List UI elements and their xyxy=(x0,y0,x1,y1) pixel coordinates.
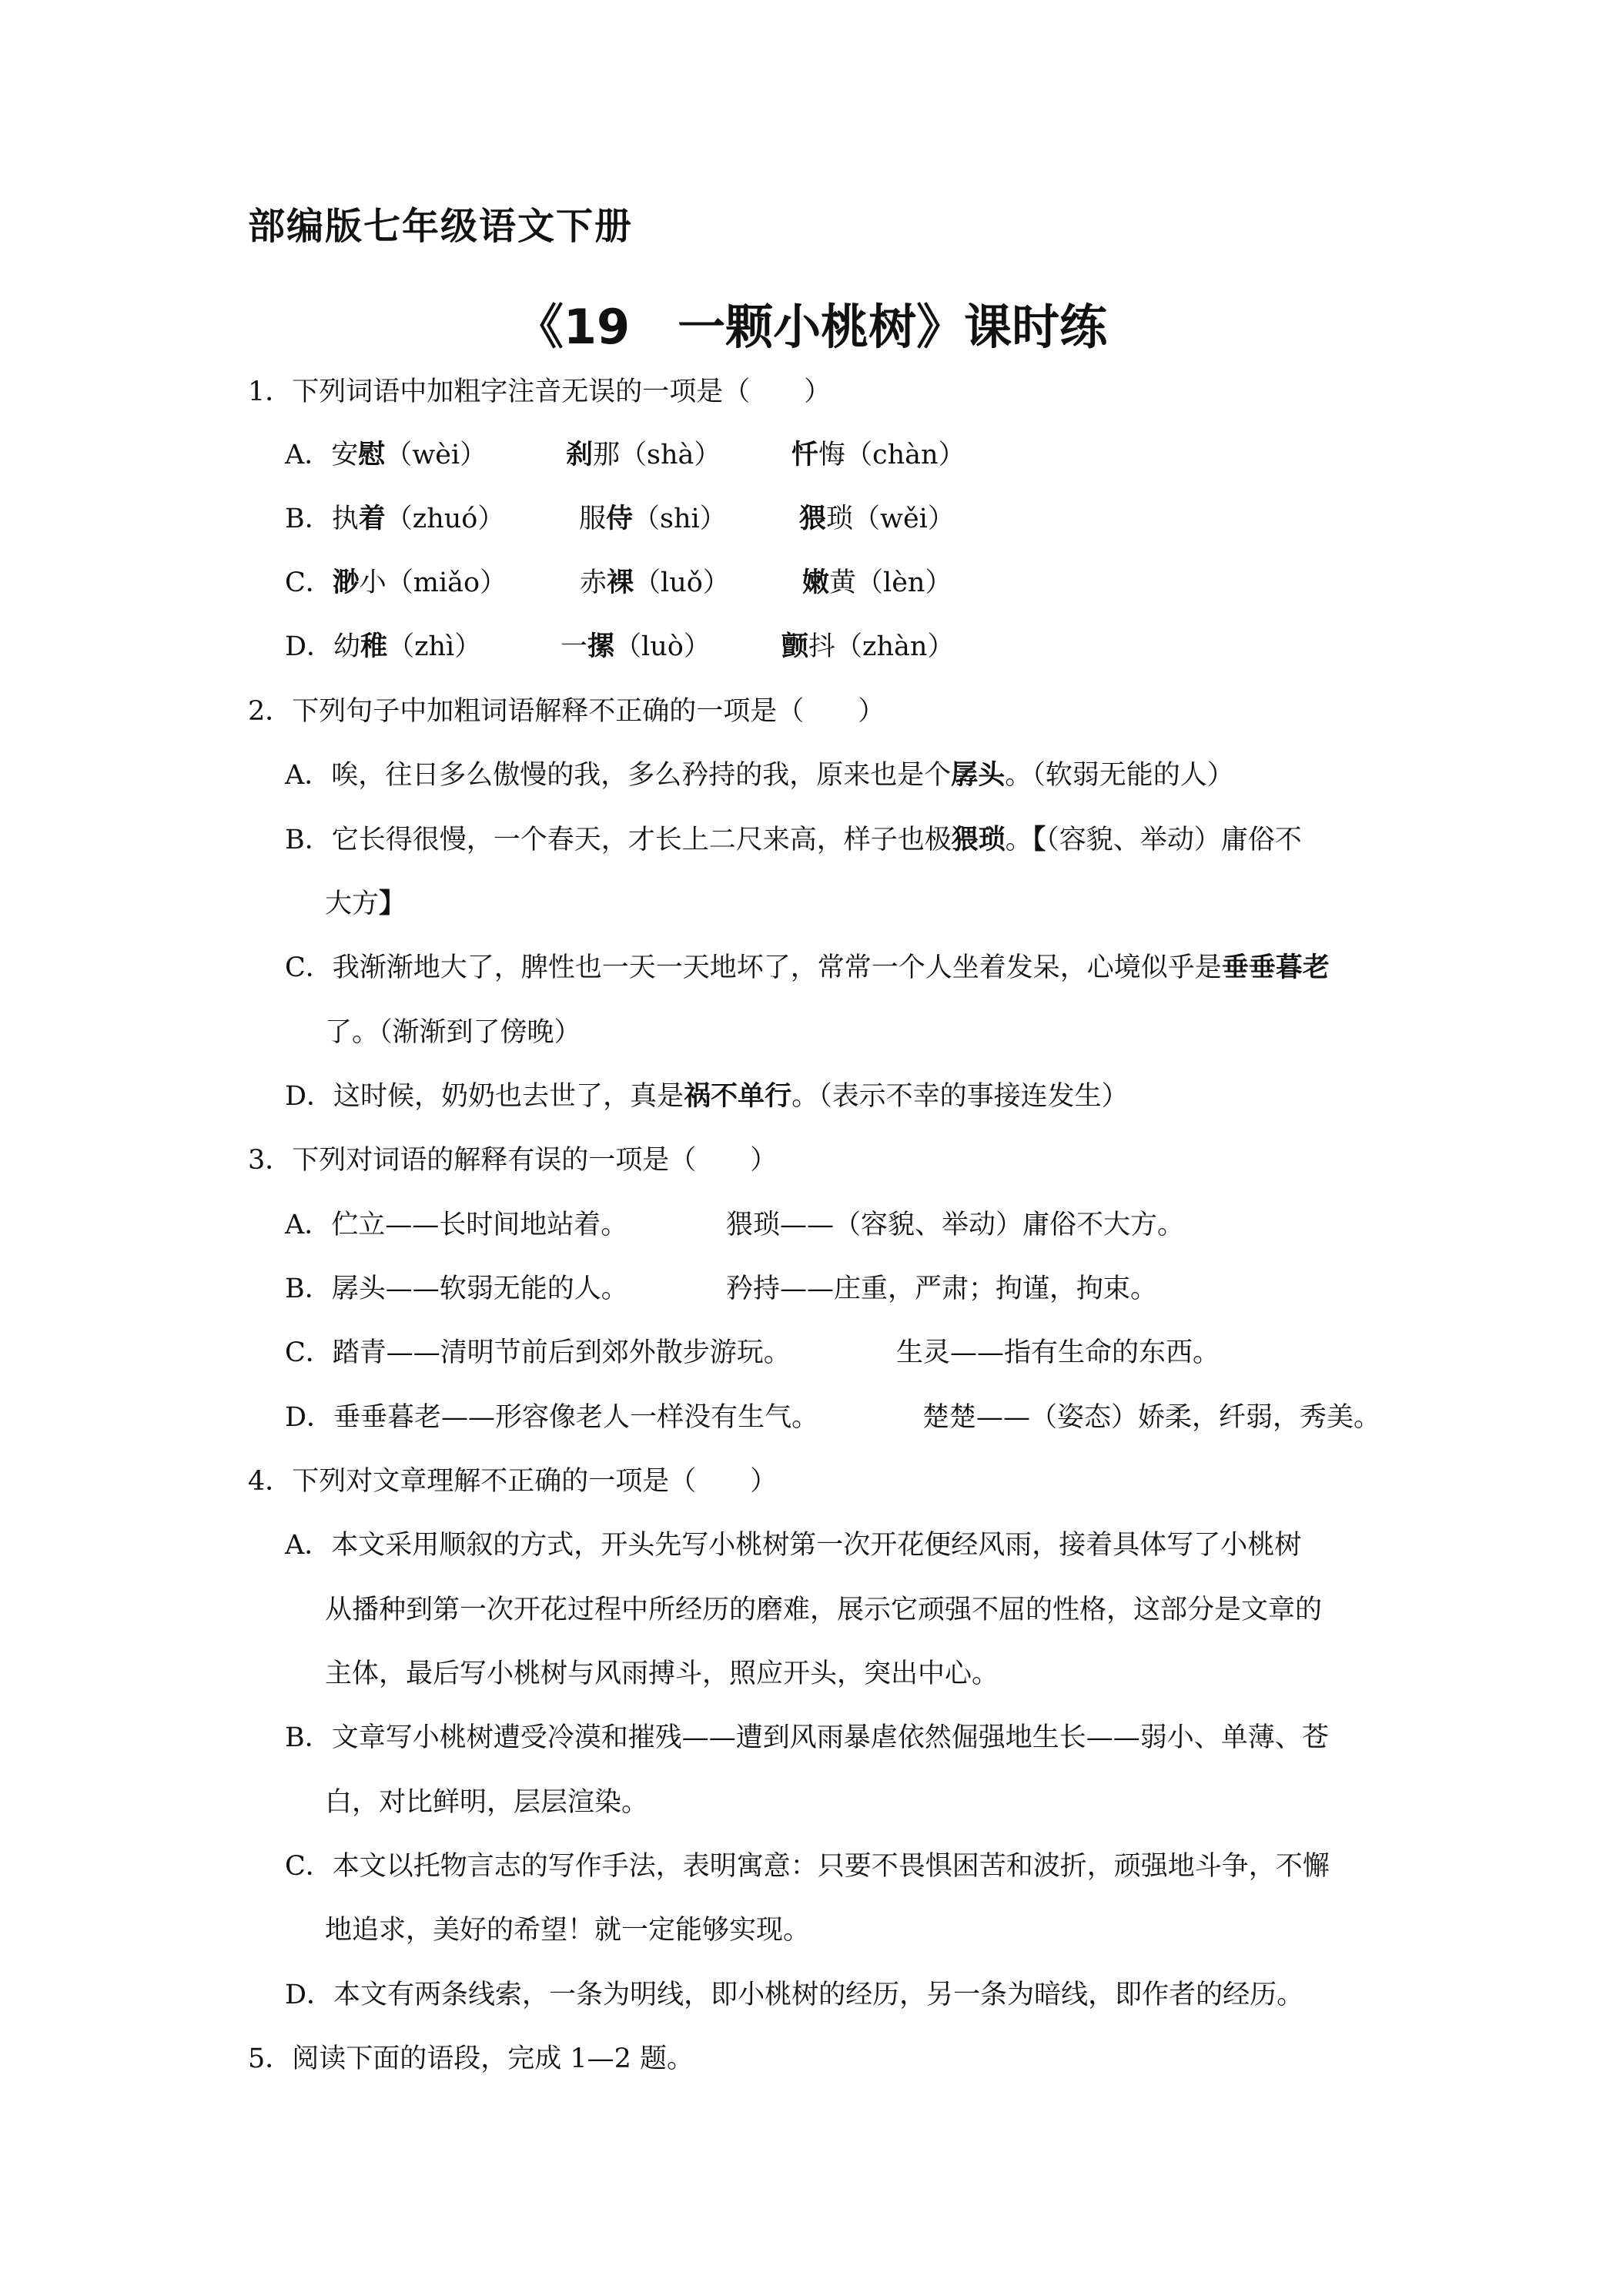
text: 抖（zhàn） xyxy=(808,631,955,662)
bold-char: 稚 xyxy=(360,631,388,662)
text: 白，对比鲜明，层层渲染。 xyxy=(325,1787,649,1818)
text: （zhuó） xyxy=(385,504,505,534)
question-5-stem: 5．阅读下面的语段，完成 1—2 题。 xyxy=(248,2043,694,2074)
text: （容貌、举动）庸俗不 xyxy=(1046,825,1302,855)
text: B．它长得很慢，一个春天，才长上二尺来高，样子也极 xyxy=(285,825,952,855)
text: 琐（wěi） xyxy=(826,504,955,534)
bold-char: 刹 xyxy=(566,440,594,470)
question-2-stem: 2．下列句子中加粗词语解释不正确的一项是（ ） xyxy=(248,696,885,727)
question-1-stem: 1．下列词语中加粗字注音无误的一项是（ ） xyxy=(248,377,832,407)
text: A．安 xyxy=(285,440,359,470)
text: 一 xyxy=(561,631,588,662)
bold-term: 祸不单行 xyxy=(684,1081,792,1112)
text: 大方 xyxy=(325,889,380,919)
bold-char: 渺 xyxy=(332,567,360,598)
question-3-stem: 3．下列对词语的解释有误的一项是（ ） xyxy=(248,1145,778,1176)
text: （zhì） xyxy=(387,631,482,662)
text: 了。（渐渐到了傍晚） xyxy=(325,1017,581,1048)
text: B．文章写小桃树遭受冷漠和摧残——遭到风雨暴虐依然倔强地生长——弱小、单薄、苍 xyxy=(285,1722,1329,1753)
page-subtitle: 部编版七年级语文下册 xyxy=(248,205,634,248)
text: 。（软弱无能的人） xyxy=(1005,760,1234,791)
text: D．幼 xyxy=(285,631,361,662)
bold-char: 着 xyxy=(358,504,386,534)
page-title: 《19 一颗小桃树》课时练 xyxy=(515,299,1108,355)
text: 悔（chàn） xyxy=(818,440,965,470)
bold-term: 孱头 xyxy=(951,760,1006,791)
text: （shi） xyxy=(633,504,727,534)
text: 地追求，美好的希望！就一定能够实现。 xyxy=(325,1915,811,1946)
text: C． xyxy=(285,567,333,598)
bold-char: 忏 xyxy=(791,440,819,470)
text: （wèi） xyxy=(385,440,487,470)
text: 那（shà） xyxy=(593,440,721,470)
text: 。（表示不幸的事接连发生） xyxy=(791,1081,1129,1112)
text: 生灵——指有生命的东西。 xyxy=(896,1337,1220,1368)
text: D．垂垂暮老——形容像老人一样没有生气。 xyxy=(285,1402,819,1433)
text: 楚楚——（姿态）娇柔，纤弱，秀美。 xyxy=(922,1402,1381,1433)
text: D．本文有两条线索，一条为明线，即小桃树的经历，另一条为暗线，即作者的经历。 xyxy=(285,1980,1304,2010)
bold-term: 猥琐 xyxy=(951,825,1006,855)
text: 矜持——庄重，严肃；拘谨，拘束。 xyxy=(726,1274,1158,1304)
text: D．这时候，奶奶也去世了，真是 xyxy=(285,1081,684,1112)
text: （luò） xyxy=(614,631,711,662)
text: 赤 xyxy=(580,567,607,598)
bold-char: 颤 xyxy=(781,631,809,662)
text: A．唉，往日多么傲慢的我，多么矜持的我，原来也是个 xyxy=(285,760,952,791)
text: （luǒ） xyxy=(634,567,730,598)
text: 。 xyxy=(1005,825,1032,855)
text: A．本文采用顺叙的方式，开头先写小桃树第一次开花便经风雨，接着具体写了小桃树 xyxy=(285,1530,1302,1561)
bold-bracket: 】 xyxy=(379,889,407,919)
text: C．踏青——清明节前后到郊外散步游玩。 xyxy=(285,1337,791,1368)
bold-bracket: 【 xyxy=(1032,825,1046,855)
question-4-stem: 4．下列对文章理解不正确的一项是（ ） xyxy=(248,1466,778,1497)
bold-char: 摞 xyxy=(587,631,615,662)
text: A．伫立——长时间地站着。 xyxy=(285,1210,628,1240)
bold-char: 慰 xyxy=(358,440,386,470)
text: 主体，最后写小桃树与风雨搏斗，照应开头，突出中心。 xyxy=(325,1658,999,1689)
bold-char: 侍 xyxy=(606,504,634,534)
text: 小（miǎo） xyxy=(359,567,507,598)
text: C．我渐渐地大了，脾性也一天一天地坏了，常常一个人坐着发呆，心境似乎是 xyxy=(285,952,1222,983)
text: B．孱头——软弱无能的人。 xyxy=(285,1274,628,1304)
text: 猥琐——（容貌、举动）庸俗不大方。 xyxy=(726,1210,1185,1240)
text: C．本文以托物言志的写作手法，表明寓意：只要不畏惧困苦和波折，顽强地斗争，不懈 xyxy=(285,1851,1330,1882)
bold-term: 垂垂暮老 xyxy=(1221,952,1330,983)
text: 黄（lèn） xyxy=(829,567,952,598)
bold-char: 裸 xyxy=(607,567,634,598)
text: 从播种到第一次开花过程中所经历的磨难，展示它顽强不屈的性格，这部分是文章的 xyxy=(325,1595,1323,1625)
text: B．执 xyxy=(285,504,359,534)
bold-char: 嫩 xyxy=(802,567,830,598)
bold-char: 猥 xyxy=(799,504,827,534)
q2-option-d xyxy=(285,1077,1129,1116)
q2-option-a xyxy=(285,756,1234,795)
text: 服 xyxy=(579,504,607,534)
